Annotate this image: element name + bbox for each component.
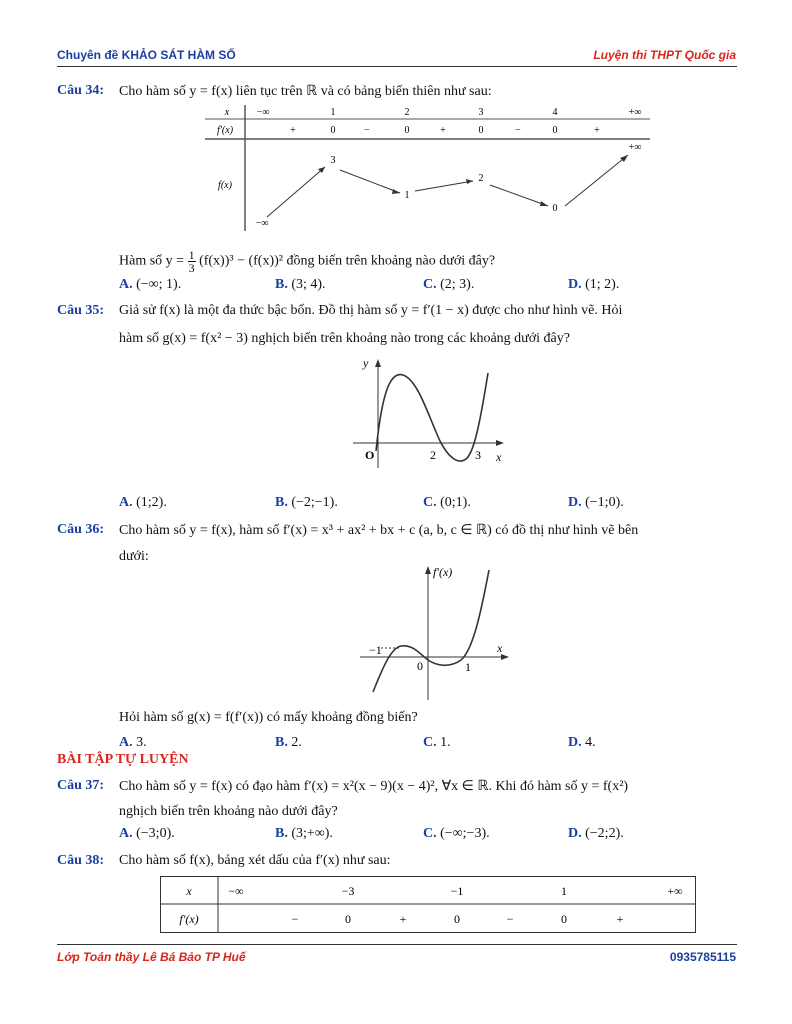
q38-sign: − <box>291 912 299 926</box>
q36-tick-m1: −1 <box>369 643 382 657</box>
q36-option-c[interactable]: C. 1. <box>423 735 451 750</box>
q34-sign: 0 <box>552 125 558 136</box>
q38-x-head: x <box>186 884 192 898</box>
q34-arrow-down-1 <box>340 170 400 193</box>
footer-divider <box>57 944 737 945</box>
q38-sign-table <box>160 876 700 936</box>
q35-option-a[interactable]: A. (1;2). <box>119 495 167 510</box>
header-title: Chuyên đề KHẢO SÁT HÀM SỐ <box>57 48 236 62</box>
q34-f-head: f(x) <box>218 180 232 191</box>
q35-origin: O <box>365 448 375 462</box>
q36-curve <box>373 570 489 692</box>
q38-sign: + <box>399 912 407 926</box>
q38-label: Câu 38: <box>57 853 105 868</box>
q36-graph <box>355 562 515 702</box>
q35-label: Câu 35: <box>57 303 105 318</box>
q38-x-value: 1 <box>561 884 567 898</box>
q37-label: Câu 37: <box>57 778 105 793</box>
q38-sign: − <box>506 912 514 926</box>
q34-sign: − <box>515 125 521 136</box>
q38-sign: + <box>616 912 624 926</box>
q34-frac-num: 1 <box>188 248 195 262</box>
q34-sign: 0 <box>404 125 410 136</box>
q34-sign: − <box>364 125 370 136</box>
q34-f-value: 0 <box>552 203 558 214</box>
q36-origin: 0 <box>417 659 423 673</box>
q34-f-value: +∞ <box>628 142 642 153</box>
q38-sign: 0 <box>345 912 351 926</box>
q34-x-value: 1 <box>330 107 336 118</box>
q34-question: Hàm số y = $\frac{1}{3}$ (f(x))³ − (f(x))² đồng biến trên khoảng nào dưới đây? <box>119 248 496 275</box>
q34-arrow-up-2 <box>415 181 473 191</box>
q38-fp-head: f′(x) <box>179 912 199 926</box>
q34-fp-head: f′(x) <box>216 125 234 136</box>
q36-tick-1: 1 <box>465 660 471 674</box>
q35-option-d[interactable]: D. (−1;0). <box>568 495 624 510</box>
q38-x-value: −∞ <box>228 884 244 898</box>
q35-y-label: y <box>363 356 369 370</box>
q34-variation-table <box>205 103 655 233</box>
footer-author: Lớp Toán thầy Lê Bá Bảo TP Huế <box>57 950 246 964</box>
header-subtitle: Luyện thi THPT Quốc gia <box>593 48 736 62</box>
q35-x-label: x <box>496 450 502 464</box>
q36-label: Câu 36: <box>57 522 105 537</box>
q36-option-b[interactable]: B. 2. <box>275 735 302 750</box>
q34-x-value: +∞ <box>628 107 642 118</box>
q36-y-label: f′(x) <box>433 565 453 579</box>
q34-x-head: x <box>224 107 230 118</box>
q36-option-d[interactable]: D. 4. <box>568 735 596 750</box>
q38-sign: 0 <box>454 912 460 926</box>
q34-f-value: −∞ <box>255 218 269 229</box>
q35-tick-2: 2 <box>430 448 436 462</box>
q38-sign: 0 <box>561 912 567 926</box>
section-heading: BÀI TẬP TỰ LUYỆN <box>57 752 189 767</box>
q34-f-value: 2 <box>478 173 484 184</box>
q36-question: Hỏi hàm số g(x) = f(f′(x)) có mấy khoảng đồng biến? <box>119 710 418 725</box>
q34-sign: 0 <box>478 125 484 136</box>
q35-option-b[interactable]: B. (−2;−1). <box>275 495 338 510</box>
q34-sign: + <box>594 125 600 136</box>
q34-option-c[interactable]: C. (2; 3). <box>423 277 475 292</box>
q38-text: Cho hàm số f(x), bảng xét dấu của f′(x) như sau: <box>119 853 391 868</box>
q34-option-d[interactable]: D. (1; 2). <box>568 277 620 292</box>
q36-text-2: dưới: <box>119 549 149 564</box>
q35-text-2: hàm số g(x) = f(x² − 3) nghịch biến trên khoảng nào trong các khoảng dưới đây? <box>119 331 570 346</box>
q36-text-1: Cho hàm số y = f(x), hàm số f′(x) = x³ + ax² + bx + c (a, b, c ∈ ℝ) có đồ thị như hình vẽ bên <box>119 523 639 538</box>
q37-text-2: nghịch biến trên khoảng nào dưới đây? <box>119 804 338 819</box>
q34-x-value: 4 <box>552 107 558 118</box>
q35-option-c[interactable]: C. (0;1). <box>423 495 471 510</box>
q35-tick-3: 3 <box>475 448 481 462</box>
q34-sign: + <box>290 125 296 136</box>
q36-x-label: x <box>497 641 503 655</box>
q34-f-value: 3 <box>330 155 336 166</box>
header-divider <box>57 66 737 67</box>
q36-option-a[interactable]: A. 3. <box>119 735 147 750</box>
q34-f-value: 1 <box>404 190 410 201</box>
q37-option-d[interactable]: D. (−2;2). <box>568 826 624 841</box>
q34-label: Câu 34: <box>57 83 105 98</box>
q37-text-1: Cho hàm số y = f(x) có đạo hàm f′(x) = x²(x − 9)(x − 4)², ∀x ∈ ℝ. Khi đó hàm số y = f(x²) <box>119 779 629 794</box>
q37-option-b[interactable]: B. (3;+∞). <box>275 826 333 841</box>
q34-option-b[interactable]: B. (3; 4). <box>275 277 326 292</box>
q38-x-value: +∞ <box>667 884 683 898</box>
q34-x-value: −∞ <box>256 107 270 118</box>
q35-text-1: Giả sử f(x) là một đa thức bậc bốn. Đồ thị hàm số y = f′(1 − x) được cho như hình vẽ. Hỏi <box>119 303 623 318</box>
q34-arrow-up-1 <box>267 167 325 217</box>
q35-graph <box>348 353 508 471</box>
q37-option-c[interactable]: C. (−∞;−3). <box>423 826 490 841</box>
q37-option-a[interactable]: A. (−3;0). <box>119 826 175 841</box>
q34-arrow-down-2 <box>490 185 548 206</box>
q38-x-value: −1 <box>450 884 464 898</box>
q34-sign: + <box>440 125 446 136</box>
q34-arrow-up-3 <box>565 155 628 206</box>
q34-text: Cho hàm số y = f(x) liên tục trên ℝ và có bảng biến thiên như sau: <box>119 84 492 99</box>
q34-frac-den: 3 <box>188 261 195 275</box>
q34-x-value: 3 <box>478 107 484 118</box>
footer-phone: 0935785115 <box>669 950 736 964</box>
q34-option-a[interactable]: A. (−∞; 1). <box>119 277 182 292</box>
q34-x-value: 2 <box>404 107 410 118</box>
q38-x-value: −3 <box>341 884 355 898</box>
q34-sign: 0 <box>330 125 336 136</box>
